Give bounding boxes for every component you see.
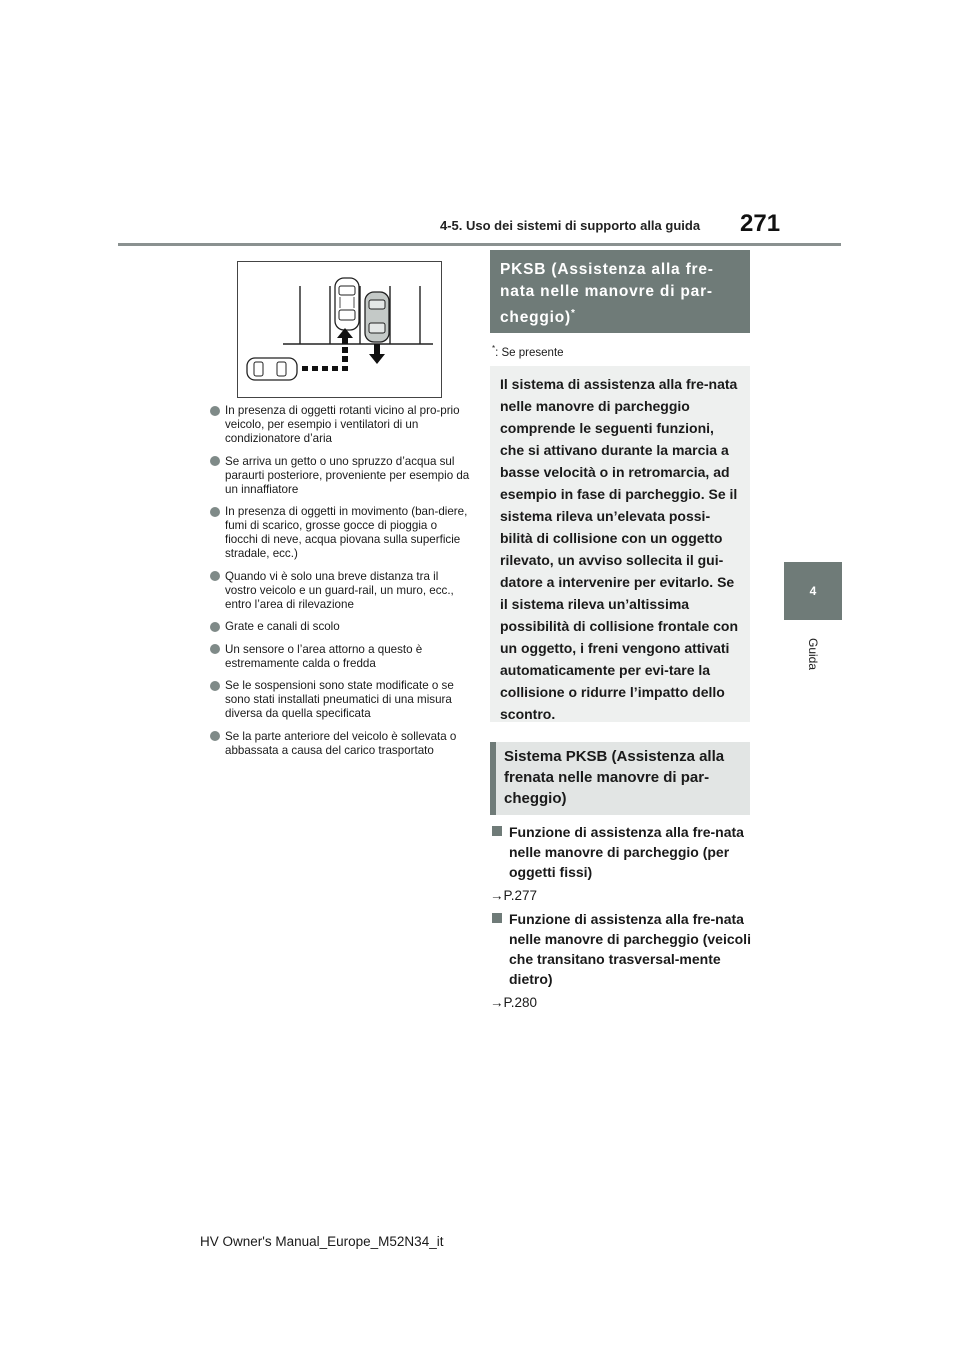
parking-diagram [238,262,441,397]
bullet-icon [210,622,220,632]
manual-footer: HV Owner's Manual_Europe_M52N34_it [200,1234,444,1249]
list-item: Un sensore o l’area attorno a questo è estremamente calda o fredda [210,643,472,671]
page-reference-link[interactable]: →P.280 [490,995,538,1010]
function-item [490,822,752,903]
bullet-icon [210,406,220,416]
parking-illustration [237,261,442,398]
bullet-icon [210,507,220,517]
bullet-icon [210,681,220,691]
section-title: 4-5. Uso dei sistemi di supporto alla guida [440,218,701,233]
list-item: In presenza di oggetti in movimento (ban-diere, fumi di scarico, grosse gocce di pioggia o fiocchi di neve, acqua piovana sulla superficie stradale, ecc.) [210,505,472,561]
list-item: Se le sospensioni sono state modificate o se sono stati installati pneumatici di una misura diversa da quella specificata [210,679,472,721]
pksb-heading-box [490,250,750,333]
list-item: Quando vi è solo una breve distanza tra il vostro veicolo e un guard-rail, un muro, ecc., entro l’area di rilevazione [210,570,472,612]
list-item: Se arriva un getto o uno spruzzo d’acqua sul paraurti posteriore, proveniente per esempio da un innaffiatore [210,455,472,497]
footnote-marker: * [570,308,576,319]
bullet-icon [210,644,220,654]
page-number: 271 [740,210,781,237]
pksb-intro-text: Il sistema di assistenza alla fre-nata nelle manovre di parcheggio comprende le seguenti funzioni, che si attivano durante la marcia a basse velocità o in retromarcia, ad esempio in fase di parcheggio. Se il sistema rileva un’elevata possi-bilità di collisione con un oggetto rilevato, un avviso sollecita il gui-datore a intervenire per evitarlo. Se il sistema rileva un’altissima possibilità di collisione frontale con un oggetto, i freni vengono attivati automaticamente per evi-tare la collisione o ridurre l’impatto dello scontro. [500,376,739,722]
chapter-tab [784,562,842,620]
footnote: *: Se presente [492,344,564,359]
header-divider [118,243,841,246]
pksb-subheading: Sistema PKSB (Assistenza alla frenata nelle manovre di par-cheggio) [504,748,725,807]
square-bullet-icon [492,913,502,923]
car-topview-icon [365,292,389,342]
list-item: Se la parte anteriore del veicolo è sollevata o abbassata a causa del carico trasportato [210,730,472,758]
function-title: Funzione di assistenza alla fre-nata nelle manovre di parcheggio (per oggetti fissi) [490,822,752,882]
bullet-icon [210,456,220,466]
pksb-heading: PKSB (Assistenza alla fre-nata nelle manovre di par-cheggio)* [500,261,714,327]
car-topview-icon [335,278,359,330]
bullet-icon [210,571,220,581]
path-dashes [302,347,348,371]
function-item [490,909,752,1010]
bullet-list [210,404,472,766]
list-item: Grate e canali di scolo [210,620,472,634]
bullet-icon [210,731,220,741]
arrow-down-icon [369,344,385,364]
pksb-subheading-box [490,742,750,815]
pksb-intro-box [490,366,750,722]
list-item: In presenza di oggetti rotanti vicino al pro-prio veicolo, per esempio i ventilatori di un condizionatore d’aria [210,404,472,446]
car-topview-icon [247,358,297,380]
page-reference-link[interactable]: →P.277 [490,888,538,903]
function-title: Funzione di assistenza alla fre-nata nelle manovre di parcheggio (veicoli che transitano trasversal-mente dietro) [490,909,752,989]
chapter-label: Guida [806,637,820,671]
square-bullet-icon [492,826,502,836]
chapter-number: 4 [809,584,817,598]
